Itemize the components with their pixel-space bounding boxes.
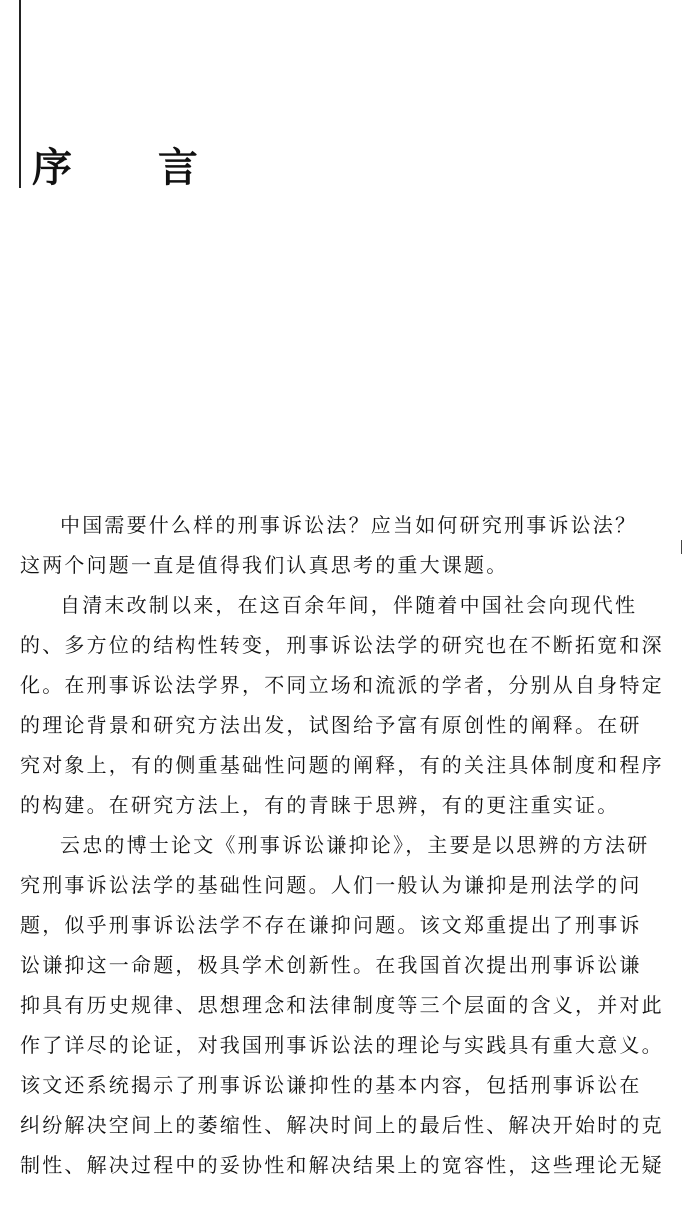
- text-line: 自清末改制以来，在这百余年间，伴随着中国社会向现代性: [60, 593, 638, 617]
- left-margin-rule: [19, 0, 21, 188]
- text-line: 讼谦抑这一命题，极具学术创新性。在我国首次提出刑事诉讼谦: [20, 953, 642, 977]
- text-line: 究刑事诉讼法学的基础性问题。人们一般认为谦抑是刑法学的问: [20, 873, 642, 897]
- text-line: 抑具有历史规律、思想理念和法律制度等三个层面的含义，并对此: [20, 993, 664, 1017]
- text-line: 纠纷解决空间上的萎缩性、解决时间上的最后性、解决开始时的克: [20, 1113, 664, 1137]
- text-line: 这两个问题一直是值得我们认真思考的重大课题。: [20, 553, 509, 577]
- text-line: 制性、解决过程中的妥协性和解决结果上的宽容性，这些理论无疑: [20, 1153, 664, 1177]
- text-line: 作了详尽的论证，对我国刑事诉讼法的理论与实践具有重大意义。: [20, 1033, 664, 1057]
- text-line: 的理论背景和研究方法出发，试图给予富有原创性的阐释。在研: [20, 713, 642, 737]
- text-line: 该文还系统揭示了刑事诉讼谦抑性的基本内容，包括刑事诉讼在: [20, 1073, 642, 1097]
- body-text: [20, 505, 664, 1185]
- text-line: 中国需要什么样的刑事诉讼法？应当如何研究刑事诉讼法？: [60, 513, 638, 537]
- text-line: 云忠的博士论文《刑事诉讼谦抑论》，主要是以思辨的方法研: [60, 833, 650, 857]
- text-line: 究对象上，有的侧重基础性问题的阐释，有的关注具体制度和程序: [20, 753, 664, 777]
- text-line: 题，似乎刑事诉讼法学不存在谦抑问题。该文郑重提出了刑事诉: [20, 913, 642, 937]
- right-margin-mark: [681, 540, 682, 554]
- text-line: 的构建。在研究方法上，有的青睐于思辨，有的更注重实证。: [20, 793, 620, 817]
- text-line: 的、多方位的结构性转变，刑事诉讼法学的研究也在不断拓宽和深: [20, 633, 664, 657]
- text-line: 化。在刑事诉讼法学界，不同立场和流派的学者，分别从自身特定: [20, 673, 664, 697]
- page-title: 序 言: [32, 144, 234, 191]
